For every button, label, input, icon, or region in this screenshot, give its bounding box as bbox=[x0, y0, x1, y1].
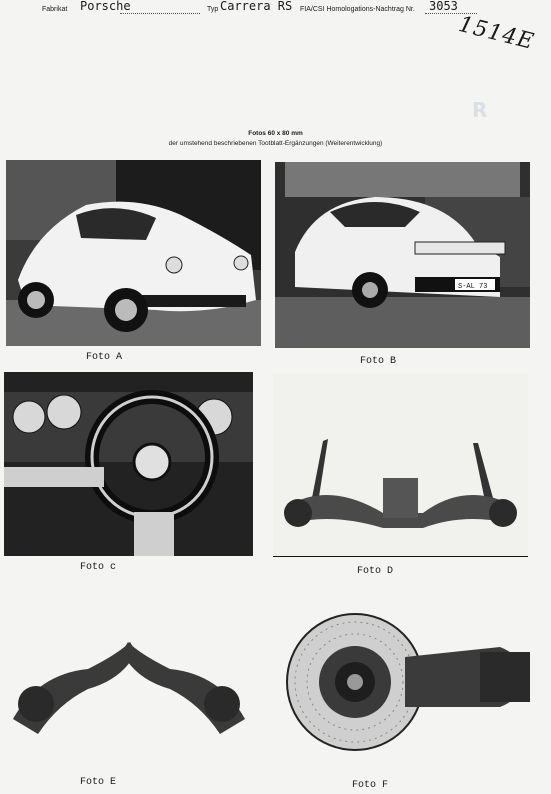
bleed-through-mark: R bbox=[472, 98, 488, 122]
license-plate: S-AL 73 bbox=[458, 283, 488, 291]
typ-value: Carrera RS bbox=[220, 0, 293, 13]
homologation-number: 3053 bbox=[429, 0, 458, 13]
photo-b bbox=[275, 162, 530, 348]
typ-label: Typ bbox=[207, 6, 219, 13]
homologation-label: FIA/CSI Homologations-Nachtrag Nr. bbox=[300, 6, 415, 13]
photo-caption bbox=[0, 129, 551, 149]
dashboard-image bbox=[4, 372, 253, 556]
handwritten-reference: 1514E bbox=[455, 12, 537, 55]
photo-a bbox=[6, 160, 261, 346]
suspension-arms-image bbox=[8, 634, 250, 746]
photo-d bbox=[273, 373, 528, 557]
photo-e bbox=[8, 634, 250, 746]
car-rear-image bbox=[275, 162, 530, 348]
photo-f-label: Foto F bbox=[352, 780, 389, 791]
caption-line-1: Fotos 60 x 80 mm bbox=[248, 130, 303, 137]
photo-d-label: Foto D bbox=[357, 566, 394, 577]
photo-a-label: Foto A bbox=[86, 352, 123, 363]
photo-f bbox=[285, 607, 531, 767]
fabrikat-dotted-line bbox=[120, 13, 200, 14]
caption-line-2: der umstehend beschriebenen Tootblatt-Ergänzungen (Weiterentwicklung) bbox=[168, 140, 383, 147]
photo-e-label: Foto E bbox=[80, 777, 117, 788]
photo-b-label: Foto B bbox=[360, 356, 397, 367]
car-front-image bbox=[6, 160, 261, 346]
brake-disc-image bbox=[285, 607, 531, 767]
photo-c bbox=[4, 372, 253, 556]
fabrikat-label: Fabrikat bbox=[42, 6, 68, 13]
rear-suspension-image bbox=[273, 373, 528, 557]
photo-c-label: Foto c bbox=[80, 562, 117, 573]
fabrikat-value: Porsche bbox=[80, 0, 131, 13]
